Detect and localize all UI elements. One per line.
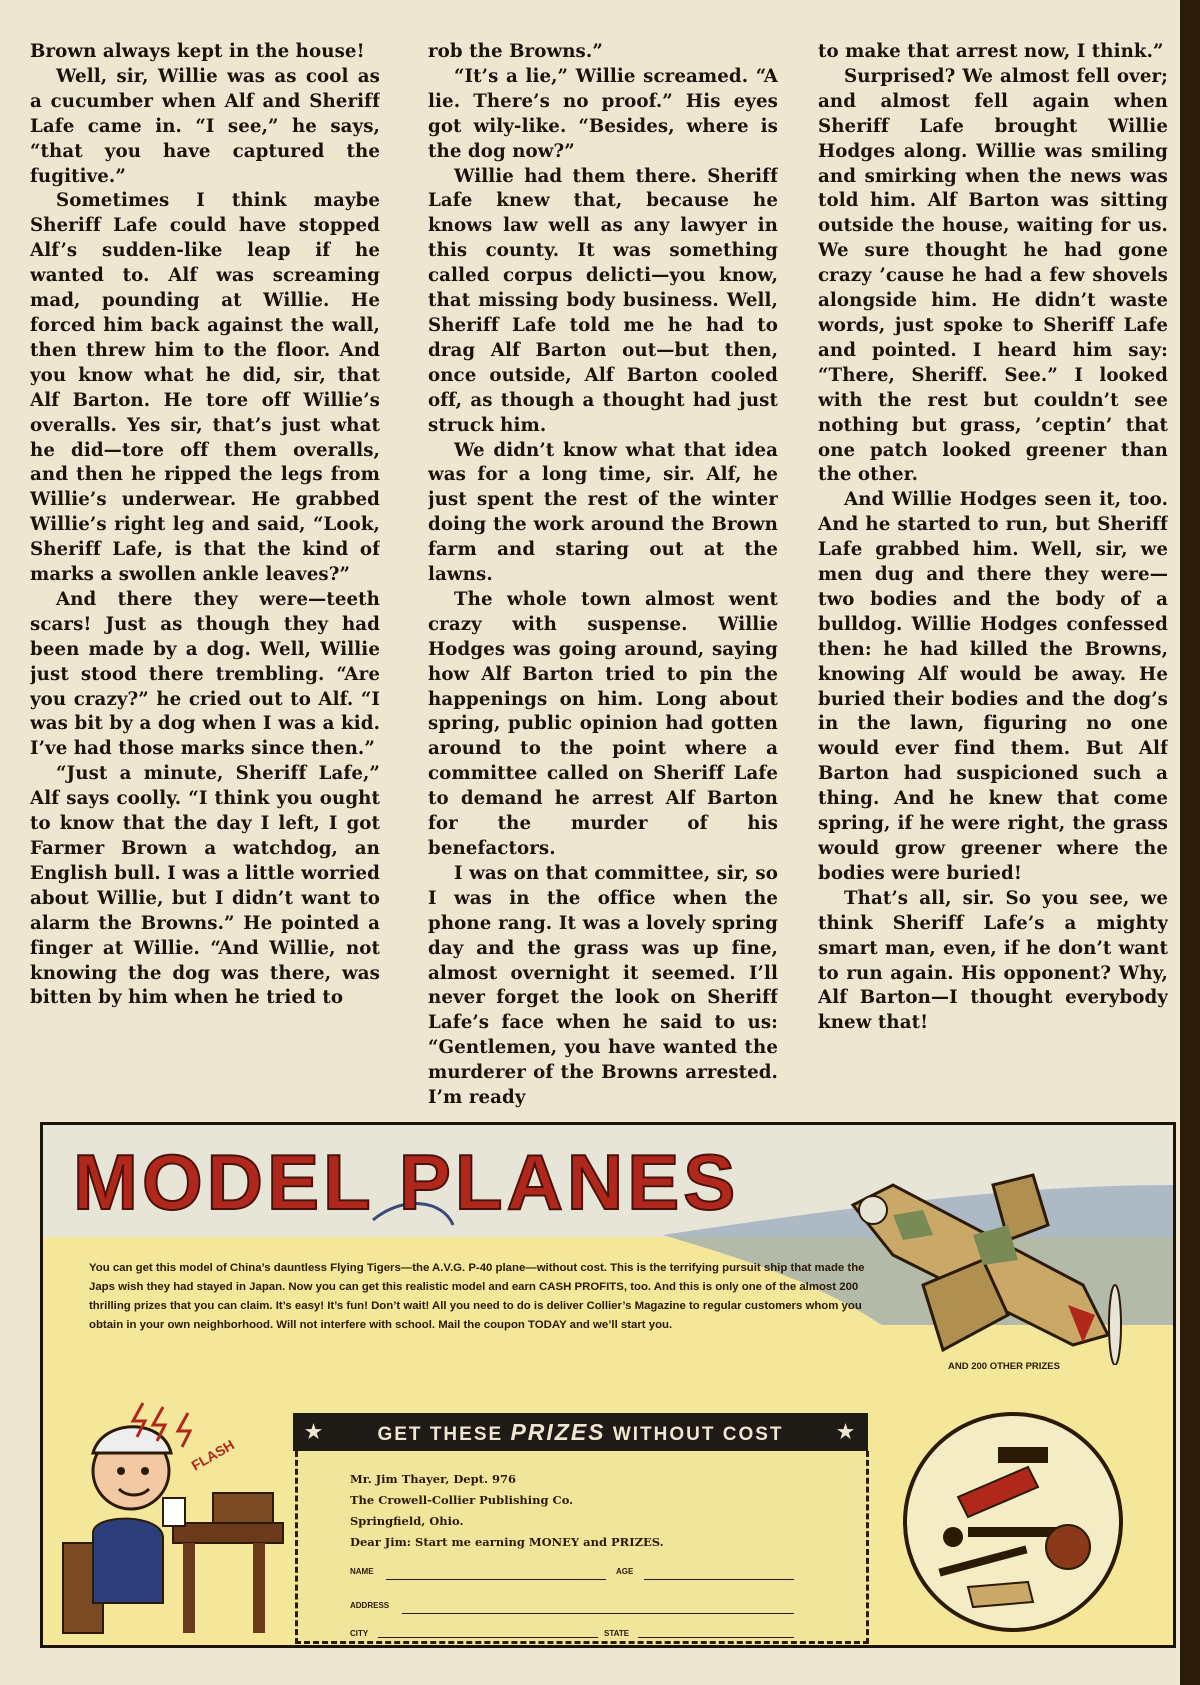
- order-coupon[interactable]: [295, 1451, 869, 1644]
- star-icon: ★: [836, 1421, 856, 1443]
- banner-text: [377, 1419, 783, 1446]
- paragraph: That’s all, sir. So you see, we think Sheriff Lafe’s a mighty smart man, even, if he don’t want to run again. His opponent? Why, Alf Barton—I thought everybody knew that!: [818, 887, 1168, 1034]
- paragraph: Surprised? We almost fell over; and almost fell again when Sheriff Lafe brought Willie Hodges along. Willie was smiling and smirking when the news was told him. Alf Barton was sitting outside the house, waiting for us. We sure thought he had gone crazy ’cause he had a few shovels alongside him. He didn’t waste words, just spoke to Sheriff Lafe and pointed. I heard him say: “There, Sheriff. See.” I looked with the rest but couldn’t see nothing but grass, ’ceptin’ that one patch looked greener than the other.: [818, 65, 1168, 486]
- paragraph: And Willie Hodges seen it, too. And he started to run, but Sheriff Lafe grabbed him. Well, sir, we men dug and there they were—two bodies and the body of a bulldog. Willie Hodges confessed then: he had killed the Browns, knowing Alf would be away. He buried their bodies and the dog’s in the lawn, figuring no one would ever find them. But Alf Barton had suspicioned such a thing. And he knew that come spring, if he were right, the grass would grow greener where the bodies were buried!: [818, 489, 1168, 884]
- paragraph: We didn’t know what that idea was for a long time, sir. Alf, he just spent the rest of the winter doing the work around the Brown farm and staring out at the lawns.: [428, 439, 778, 586]
- banner-text-prizes: PRIZES: [510, 1418, 606, 1445]
- banner-text-left: GET THESE: [377, 1423, 504, 1445]
- star-icon: ★: [305, 1421, 325, 1443]
- paragraph: Well, sir, Willie was as cool as a cucumber when Alf and Sheriff Lafe came in. “I see,” he says, “that you have captured the fugitive.”: [30, 65, 380, 187]
- coupon-line: Springfield, Ohio.: [350, 1514, 464, 1528]
- paragraph: rob the Browns.”: [428, 41, 603, 62]
- name-field[interactable]: [386, 1579, 606, 1580]
- prizes-banner: [293, 1413, 868, 1451]
- address-field-label: ADDRESS: [350, 1601, 390, 1610]
- paragraph: Brown always kept in the house!: [30, 41, 365, 62]
- name-field-label: NAME: [350, 1567, 374, 1576]
- coupon-address: [350, 1469, 664, 1553]
- story-column-3: [818, 40, 1168, 1120]
- paragraph: Sometimes I think maybe Sheriff Lafe could have stopped Alf’s sudden-like leap if he wanted to. Alf was screaming mad, pounding at Willie. He forced him back against the wall, then threw him to the floor. And you know what he did, sir, that Alf Barton. He tore off Willie’s overalls. Yes sir, that’s just what he did—tore off them overalls, and then he ripped the legs from Willie’s underwear. He grabbed Willie’s right leg and said, “Look, Sheriff Lafe, is that the kind of marks a swollen ankle leaves?”: [30, 190, 380, 586]
- age-field[interactable]: [644, 1579, 794, 1580]
- coupon-line: Dear Jim: Start me earning MONEY and PRIZES.: [350, 1535, 664, 1549]
- paragraph: The whole town almost went crazy with suspense. Willie Hodges was going around, saying how Alf Barton tried to pin the happenings on him. Long about spring, public opinion had gotten around to the point where a committee called on Sheriff Lafe to demand he arrest Alf Barton for the murder of his benefactors.: [428, 588, 778, 859]
- state-field[interactable]: [638, 1637, 794, 1638]
- p40-plane-illustration: [833, 1165, 1133, 1365]
- flash-label: FLASH: [188, 1436, 237, 1474]
- newsboy-illustration: [53, 1393, 293, 1638]
- city-field-label: CITY: [350, 1629, 369, 1638]
- story-column-1: [30, 40, 380, 1120]
- address-field[interactable]: [402, 1613, 794, 1614]
- paragraph: I was on that committee, sir, so I was in the office when the phone rang. It was a lovely spring day and the grass was up fine, almost overnight it seemed. I’ll never forget the look on Sheriff Lafe’s face when he said to us: “Gentlemen, you have wanted the murderer of the Browns arrested. I’m ready: [428, 862, 778, 1109]
- paragraph: to make that arrest now, I think.”: [818, 41, 1164, 62]
- story-columns: [30, 40, 1168, 1120]
- coupon-line: Mr. Jim Thayer, Dept. 976: [350, 1472, 516, 1486]
- other-prizes-note: AND 200 OTHER PRIZES: [948, 1361, 1060, 1372]
- coupon-line: The Crowell-Collier Publishing Co.: [350, 1493, 574, 1507]
- banner-text-right: WITHOUT COST: [612, 1423, 784, 1445]
- state-field-label: STATE: [604, 1629, 630, 1638]
- ad-body-text: You can get this model of China’s dauntless Flying Tigers—the A.V.G. P-40 plane—without cost. This is the terrifying pursuit ship that made the Japs wish they had stayed in Japan. Now you can get this realistic model and earn CASH PROFITS, too. And this is only one of the almost 200 thrilling prizes that you can claim. It’s easy! It’s fun! Don’t wait! All you need to do is deliver Collier’s Magazine to regular customers whom you obtain in your own neighborhood. Will not interfere with school. Mail the coupon TODAY and we’ll start you.: [89, 1262, 865, 1331]
- model-planes-advertisement: [40, 1122, 1176, 1648]
- prizes-collage-illustration: [898, 1407, 1128, 1637]
- ad-headline: MODEL PLANES: [73, 1138, 740, 1226]
- page-edge-shadow: [1180, 0, 1200, 1685]
- age-field-label: AGE: [616, 1567, 634, 1576]
- city-field[interactable]: [378, 1637, 598, 1638]
- story-column-2: [428, 40, 778, 1120]
- paragraph: Willie had them there. Sheriff Lafe knew that, because he knows law well as any lawyer in this county. It was something called corpus delicti—you know, that missing body business. Well, Sheriff Lafe told me he had to drag Alf Barton out—but then, once outside, Alf Barton cooled off, as though a thought had just struck him.: [428, 165, 778, 436]
- paragraph: “Just a minute, Sheriff Lafe,” Alf says coolly. “I think you ought to know that the day I left, I got Farmer Brown a watchdog, an English bull. I was a little worried about Willie, but I didn’t want to alarm the Browns.” He pointed a finger at Willie. “And Willie, not knowing the dog was there, was bitten by him when he tried to: [30, 763, 380, 1009]
- paragraph: And there they were—teeth scars! Just as though they had been made by a dog. Well, Willie just stood there trembling. “Are you crazy?” he cried out to Alf. “I was bit by a dog when I was a kid. I’ve had those marks since then.”: [30, 588, 380, 760]
- paragraph: “It’s a lie,” Willie screamed. “A lie. There’s no proof.” His eyes got wily-like. “Besides, where is the dog now?”: [428, 65, 778, 162]
